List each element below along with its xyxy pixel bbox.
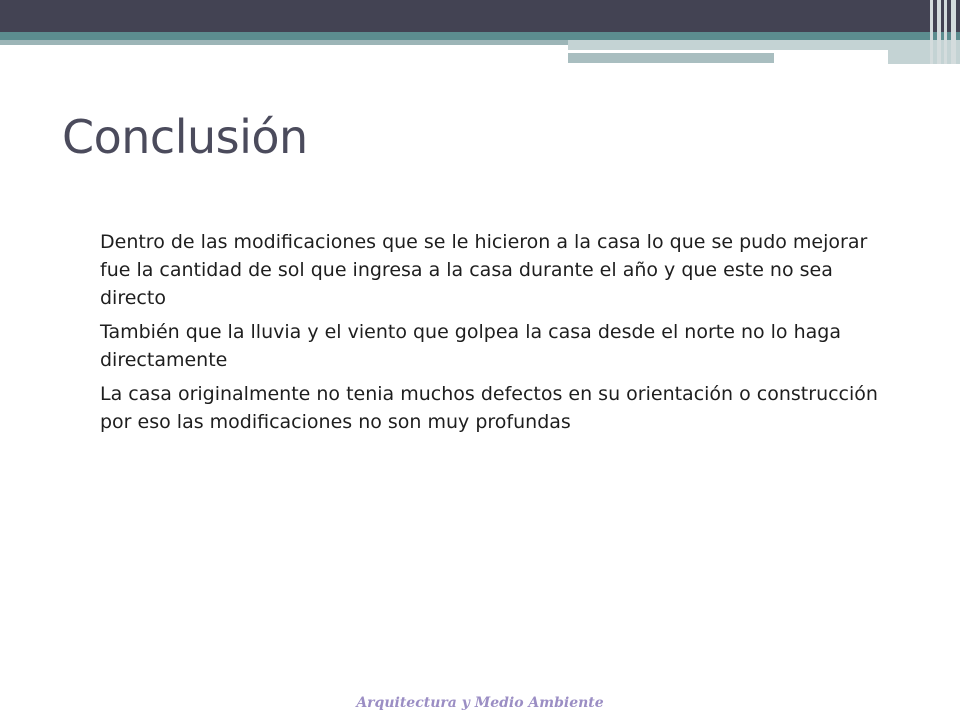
- header-stripe-lower: [568, 53, 774, 63]
- header-stripe-upper: [568, 40, 888, 50]
- body-paragraph-1: Dentro de las modificaciones que se le hicieron a la casa lo que se pudo mejorar fue la cantidad de sol que ingresa a la casa durante el año y que este no sea directo: [100, 231, 868, 309]
- vertical-bar: [937, 0, 941, 64]
- header-vertical-bars: [928, 0, 960, 64]
- slide-body: [100, 228, 890, 442]
- header-band: [0, 0, 960, 32]
- vertical-bar: [930, 0, 933, 64]
- vertical-bar: [944, 0, 947, 64]
- body-paragraph-2: También que la lluvia y el viento que golpea la casa desde el norte no lo haga directamente: [100, 321, 841, 371]
- body-paragraph-3: La casa originalmente no tenia muchos defectos en su orientación o construcción por eso las modificaciones no son muy profundas: [100, 383, 878, 433]
- vertical-bar: [951, 0, 956, 64]
- header-light-stripe: [0, 40, 568, 45]
- header-accent-band: [0, 32, 960, 40]
- slide-title: Conclusión: [62, 110, 308, 164]
- slide-footer: Arquitectura y Medio Ambiente: [356, 695, 604, 711]
